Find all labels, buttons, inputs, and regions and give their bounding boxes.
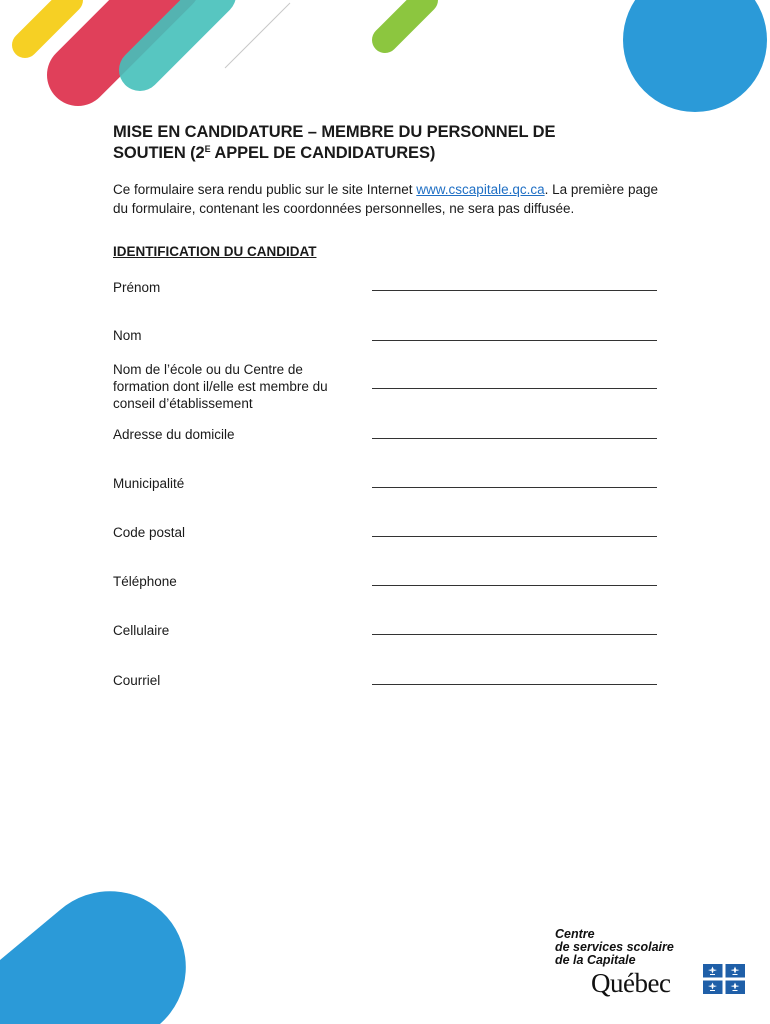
label-code-postal: Code postal <box>113 525 186 540</box>
input-line-telephone[interactable] <box>372 585 657 586</box>
input-line-code-postal[interactable] <box>372 536 657 537</box>
title-superscript: E <box>204 144 211 154</box>
input-line-ecole[interactable] <box>372 388 657 389</box>
title-line-1: MISE EN CANDIDATURE – MEMBRE DU PERSONNEL DE <box>113 123 556 141</box>
green-stripe <box>385 0 425 40</box>
title-line-2-end: APPEL DE CANDIDATURES) <box>210 144 436 162</box>
label-municipalite: Municipalité <box>113 476 185 491</box>
gray-thin-line <box>225 3 290 68</box>
input-line-municipalite[interactable] <box>372 487 657 488</box>
quebec-wordmark: Québec <box>591 968 671 998</box>
label-nom: Nom <box>113 328 142 343</box>
label-courriel: Courriel <box>113 673 161 688</box>
red-stripe <box>78 0 170 75</box>
label-prenom: Prénom <box>113 280 161 295</box>
input-line-adresse[interactable] <box>372 438 657 439</box>
input-line-cellulaire[interactable] <box>372 634 657 635</box>
page-title <box>113 122 658 164</box>
csscapitale-logo <box>555 928 755 998</box>
input-line-courriel[interactable] <box>372 684 657 685</box>
intro-text: Ce formulaire sera rendu public sur le site Internet <box>113 182 417 197</box>
label-adresse: Adresse du domicile <box>113 427 235 442</box>
blue-circle-top <box>623 0 767 112</box>
label-cellulaire: Cellulaire <box>113 623 170 638</box>
fleur-de-lis-flag-icon <box>703 964 745 994</box>
section-title: IDENTIFICATION DU CANDIDAT <box>113 244 317 259</box>
input-line-prenom[interactable] <box>372 290 657 291</box>
yellow-stripe <box>25 0 70 45</box>
website-link[interactable]: www.cscapitale.qc.ca <box>416 182 545 197</box>
blue-shape-bottom <box>0 891 186 1024</box>
teal-stripe <box>140 0 215 70</box>
logo-line-3: de la Capitale <box>555 953 636 967</box>
intro-text-end: . La première page du formulaire, contenant les coordonnées personnelles, ne sera pas diffusée. <box>113 182 658 216</box>
logo-line-1: Centre <box>555 927 595 941</box>
label-ecole: Nom de l’école ou du Centre de formation dont il/elle est membre du conseil d’établissement <box>113 362 328 411</box>
title-line-2: SOUTIEN (2 <box>113 144 205 162</box>
logo-line-2: de services scolaire <box>555 940 674 954</box>
intro-paragraph <box>113 180 658 218</box>
label-telephone: Téléphone <box>113 574 177 589</box>
input-line-nom[interactable] <box>372 340 657 341</box>
